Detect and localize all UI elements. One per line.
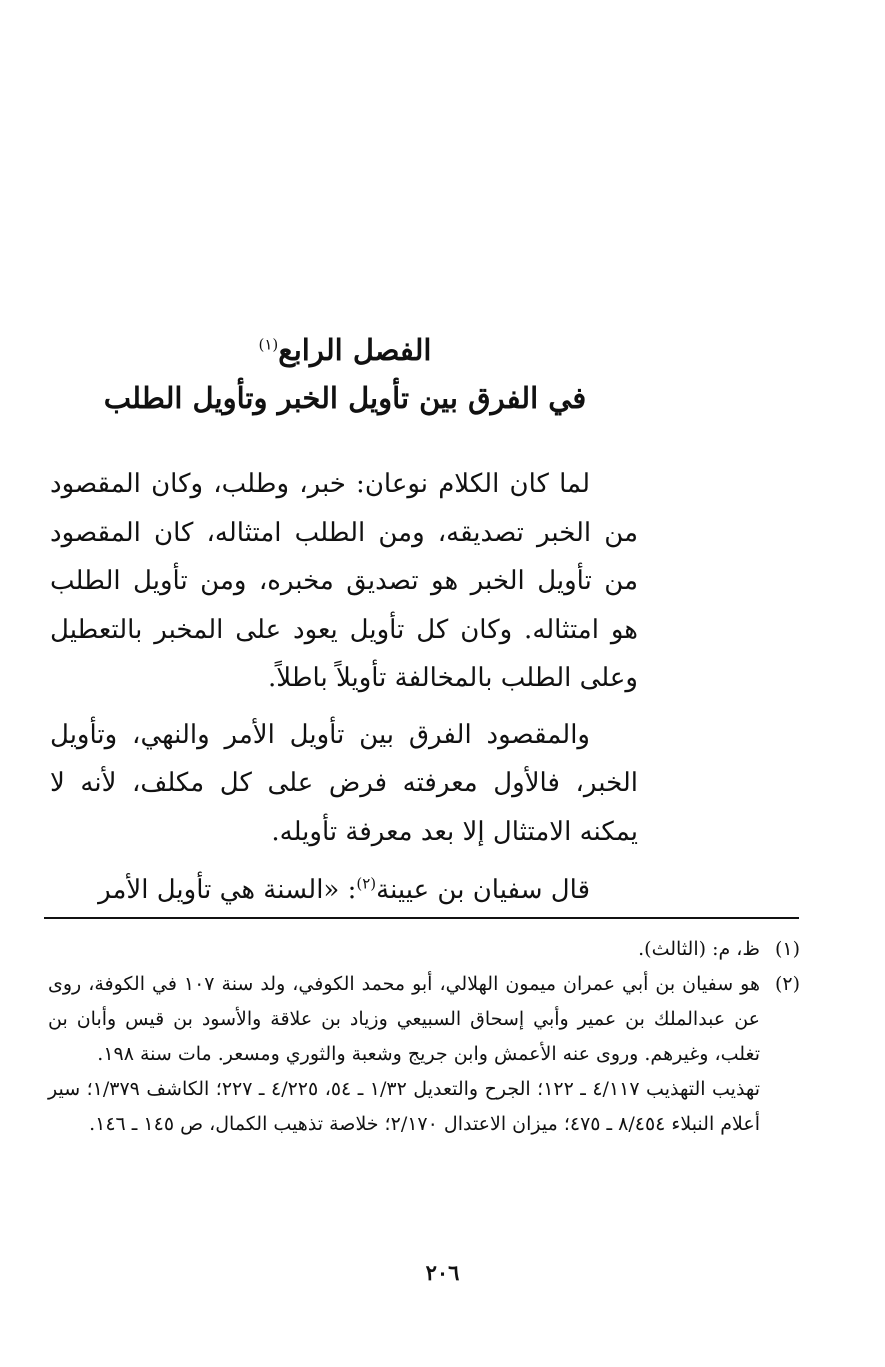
chapter-title: [50, 330, 640, 370]
paragraph-2: والمقصود الفرق بين تأويل الأمر والنهي، وتأويل الخبر، فالأول معرفته فرض على كل مكلف، لأنه لا يمكنه الامتثال إلا بعد معرفة تأويله.: [50, 719, 638, 847]
footnote-2-sources: تهذيب التهذيب ٤/١١٧ ـ ١٢٢؛ الجرح والتعديل ١/٣٢ ـ ٥٤، ٤/٢٢٥ ـ ٢٢٧؛ الكاشف ١/٣٧٩؛ سير أعلام النبلاء ٨/٤٥٤ ـ ٤٧٥؛ ميزان الاعتدال ٢/١٧٠؛ خلاصة تذهيب الكمال، ص ١٤٥ ـ ١٤٦.: [48, 1078, 760, 1135]
page-number: ٢٠٦: [425, 1260, 460, 1285]
footnote-1-marker: (١): [774, 938, 800, 960]
paragraph-3-quote: : «السنة هي تأويل الأمر: [98, 875, 357, 905]
paragraph-3-start: قال سفيان بن عيينة: [376, 875, 590, 905]
footnote-separator: [44, 917, 799, 919]
paragraph-3-footnote-ref: (٢): [356, 874, 377, 893]
paragraph-1: لما كان الكلام نوعان: خبر، وطلب، وكان المقصود من الخبر تصديقه، ومن الطلب امتثاله، كان المقصود من تأويل الخبر هو تصديق مخبره، ومن تأويل الطلب هو امتثاله. وكان كل تأويل يعود على المخبر بالتعطيل وعلى الطلب بالمخالفة تأويلاً باطلاً.: [50, 469, 638, 693]
footnote-2-body: [48, 967, 760, 1142]
paragraph-3: [50, 866, 638, 915]
chapter-title-text: الفصل الرابع: [278, 333, 432, 367]
footnote-1-text: ظ، م: (الثالث).: [638, 938, 760, 960]
chapter-title-footnote-ref: (١): [258, 335, 279, 354]
body-text: [50, 460, 638, 915]
footnote-2-biography: هو سفيان بن أبي عمران ميمون الهلالي، أبو محمد الكوفي، ولد سنة ١٠٧ في الكوفة، روى عن عبدالملك بن عمير وأبي إسحاق السبيعي وزياد بن علاقة والأسود بن قيس وأبان بن تغلب، وغيرهم. وروى عنه الأعمش وابن جريج وشعبة والثوري ومسعر. مات سنة ١٩٨.: [48, 973, 760, 1065]
chapter-subtitle: في الفرق بين تأويل الخبر وتأويل الطلب: [103, 381, 587, 415]
footnote-2: [48, 967, 800, 1142]
footnotes: [48, 932, 800, 1142]
footnote-2-marker: (٢): [774, 973, 800, 995]
footnote-1: [48, 932, 800, 967]
